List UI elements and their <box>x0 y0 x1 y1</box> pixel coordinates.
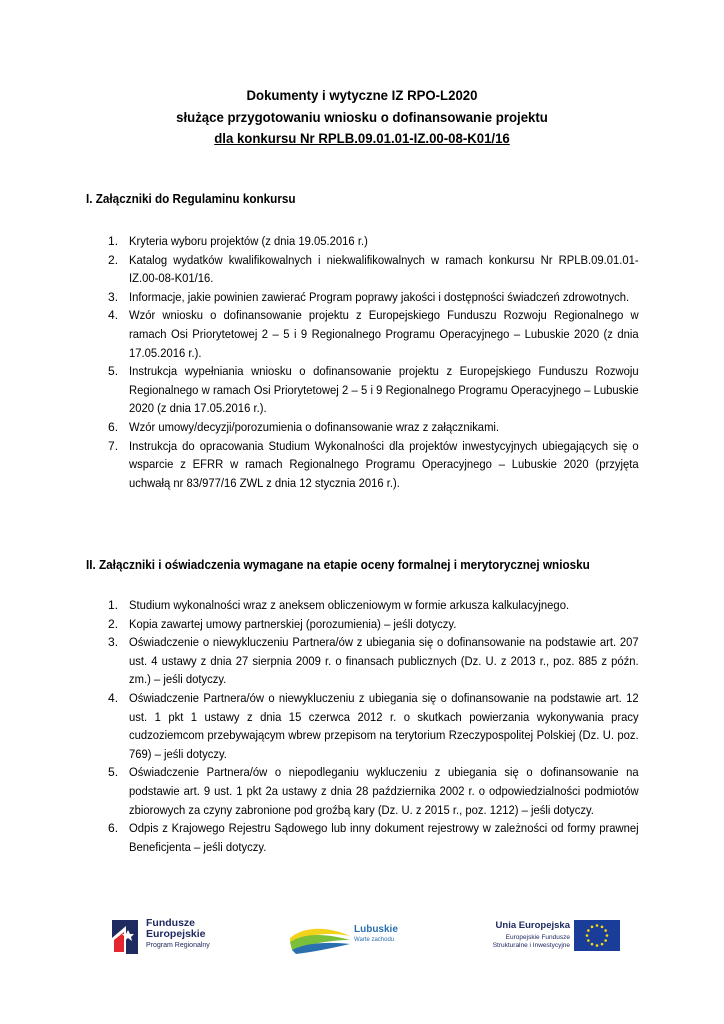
list-item <box>108 819 638 856</box>
list-item-text: Oświadczenie o niewykluczeniu Partnera/ów z ubiegania się o dofinansowanie na podstawie art. 207 ust. 4 ustawy z dnia 27 sierpnia 2009 r. o finansach publicznych (Dz. U. z 2013 r., poz. 885 z późn. zm.) – jeśli dotyczy. <box>129 635 639 687</box>
list-item-text: Wzór wniosku o dofinansowanie projektu z Europejskiego Funduszu Rozwoju Regionalnego w ramach Osi Priorytetowej 2 – 5 i 9 Regionalnego Programu Operacyjnego – Lubuskie 2020 (z dnia 17.05.2016 r.). <box>129 308 639 360</box>
eu-star-icon <box>596 944 599 947</box>
list-item-number: 7. <box>108 438 119 453</box>
list-item <box>108 232 638 251</box>
footer-logos <box>0 904 724 974</box>
eu-star-icon <box>596 924 599 927</box>
list-item-text: Instrukcja do opracowania Studium Wykonalności dla projektów inwestycyjnych ubiegających się o wsparcie z EFRR w ramach Regionalnego Programu Operacyjnego – Lubuskie 2020 (przyjęta uchwałą nr 83/977/16 ZWL z dnia 12 stycznia 2016 r.). <box>129 438 639 490</box>
eu-star-icon <box>587 929 590 932</box>
list-item <box>108 437 638 493</box>
section-1-list <box>108 232 638 492</box>
list-item-text: Katalog wydatków kwalifikowalnych i niekwalifikowalnych w ramach konkursu Nr RPLB.09.01.01-IZ.00-08-K01/16. <box>129 252 639 286</box>
eu-star-icon <box>601 943 604 946</box>
title-line-2: służące przygotowaniu wniosku o dofinansowanie projektu <box>176 109 548 126</box>
eu-star-icon <box>591 943 594 946</box>
list-item-text: Informacje, jakie powinien zawierać Program poprawy jakości i dostępności świadczeń zdrowotnych. <box>129 289 630 304</box>
ue-name: Unia Europejska <box>495 920 570 931</box>
eu-flag-icon <box>574 920 620 951</box>
fundusze-europejskie-logo <box>108 916 228 962</box>
eu-star-icon <box>591 926 594 929</box>
section-1-heading: I. Załączniki do Regulaminu konkursu <box>86 192 296 206</box>
section-2-heading: II. Załączniki i oświadczenia wymagane na etapie oceny formalnej i merytorycznej wniosku <box>86 558 590 572</box>
list-item-number: 4. <box>108 308 119 323</box>
lubuskie-waves-icon <box>288 918 352 958</box>
list-item-number: 5. <box>108 765 119 780</box>
ue-sub-1: Europejskie Fundusze <box>505 934 570 941</box>
list-item-text: Kopia zawartej umowy partnerskiej (porozumienia) – jeśli dotyczy. <box>129 616 457 631</box>
list-item-number: 5. <box>108 364 119 379</box>
list-item-number: 3. <box>108 289 119 304</box>
list-item <box>108 251 638 288</box>
list-item-number: 3. <box>108 635 119 650</box>
title-line-3: dla konkursu Nr RPLB.09.01.01-IZ.00-08-K01/16 <box>214 131 510 147</box>
eu-star-icon <box>586 934 589 937</box>
list-item <box>108 763 638 819</box>
eu-star-icon <box>604 939 607 942</box>
eu-star-icon <box>601 926 604 929</box>
list-item-number: 6. <box>108 821 119 836</box>
list-item-text: Odpis z Krajowego Rejestru Sądowego lub inny dokument rejestrowy w zależności od formy prawnej Beneficjenta – jeśli dotyczy. <box>129 821 639 854</box>
list-item-number: 4. <box>108 690 119 705</box>
list-item-number: 1. <box>108 234 119 248</box>
unia-europejska-logo <box>470 918 620 958</box>
list-item-text: Kryteria wyboru projektów (z dnia 19.05.2016 r.) <box>129 234 368 248</box>
list-item-text: Oświadczenie Partnera/ów o niewykluczeniu z ubiegania się o dofinansowanie na podstawie art. 12 ust. 1 pkt 1 ustawy z dnia 15 czerwca 2012 r. o skutkach powierzania wykonywania pracy cudzoziemcom przebywającym wbrew przepisom na terytorium Rzeczypospolitej Polskiej (Dz. U. poz. 769) – jeśli dotyczy. <box>129 690 639 761</box>
list-item <box>108 615 638 634</box>
list-item-text: Oświadczenie Partnera/ów o niepodleganiu wykluczeniu z ubiegania się o dofinansowanie na podstawie art. 9 ust. 1 pkt 2a ustawy z dnia 28 października 2002 r. o odpowiedzialności podmiotów zbiorowych za czyny zabronione pod groźbą kary (Dz. U. z 2015 r., poz. 1212) – jeśli dotyczy. <box>129 765 639 817</box>
ue-sub-2: Strukturalne i Inwestycyjne <box>492 942 570 949</box>
list-item <box>108 362 638 418</box>
list-item <box>108 306 638 362</box>
list-item-number: 6. <box>108 419 119 434</box>
list-item-number: 2. <box>108 252 119 267</box>
title-line-1: Dokumenty i wytyczne IZ RPO-L2020 <box>246 88 478 104</box>
fundusze-subtitle: Program Regionalny <box>146 942 210 949</box>
list-item-text: Studium wykonalności wraz z aneksem obliczeniowym w formie arkusza kalkulacyjnego. <box>129 598 570 612</box>
list-item <box>108 596 638 615</box>
fundusze-line-1: Fundusze <box>146 917 195 929</box>
eu-star-icon <box>604 929 607 932</box>
list-item-number: 1. <box>108 598 119 612</box>
section-2-list <box>108 596 638 856</box>
lubuskie-name: Lubuskie <box>354 924 398 935</box>
list-item <box>108 418 638 437</box>
lubuskie-slogan: Warte zachodu <box>354 937 395 943</box>
list-item <box>108 288 638 307</box>
eu-star-icon <box>606 934 609 937</box>
document-title <box>25 86 698 151</box>
lubuskie-logo <box>288 918 408 958</box>
list-item <box>108 689 638 763</box>
eu-star-icon <box>587 939 590 942</box>
fundusze-europejskie-emblem-icon <box>108 916 142 958</box>
list-item <box>108 633 638 689</box>
list-item-number: 2. <box>108 616 119 631</box>
list-item-text: Instrukcja wypełniania wniosku o dofinansowanie projektu z Europejskiego Funduszu Rozwoju Regionalnego w ramach Osi Priorytetowej 2 – 5 i 9 Regionalnego Programu Operacyjnego – Lubuskie 2020 (z dnia 17.05.2016 r.). <box>129 364 639 416</box>
list-item-text: Wzór umowy/decyzji/porozumienia o dofinansowanie wraz z załącznikami. <box>129 419 500 434</box>
fundusze-line-2: Europejskie <box>146 928 206 940</box>
